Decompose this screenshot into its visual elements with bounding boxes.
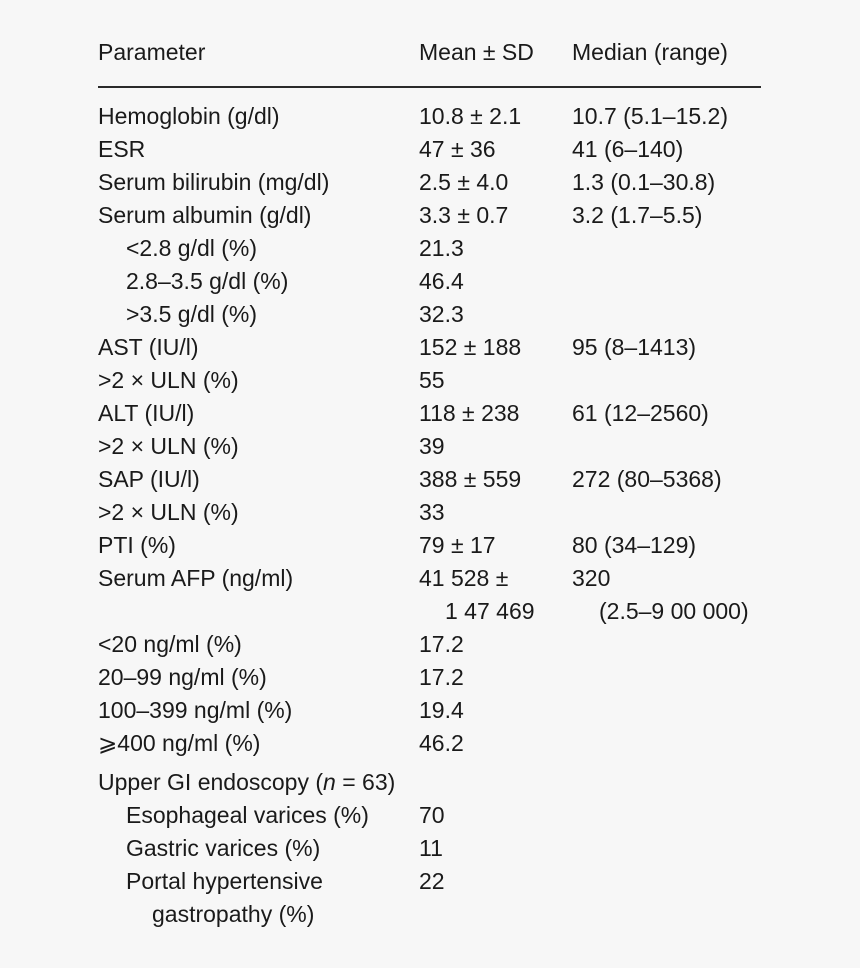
row-label: 20–99 ng/ml (%): [98, 664, 267, 690]
row-median-range: 1.3 (0.1–30.8): [572, 169, 716, 195]
row-median-range: 61 (12–2560): [572, 400, 709, 426]
table-row: [0, 331, 860, 363]
row-median-range: 320: [572, 565, 611, 591]
table-row: [0, 463, 860, 495]
endoscopy-title-prefix: Upper GI endoscopy (: [98, 769, 324, 795]
table-row: [0, 799, 860, 831]
row-mean-sd: 2.5 ± 4.0: [419, 169, 509, 195]
row-median-range: 3.2 (1.7–5.5): [572, 202, 703, 228]
row-mean-sd: 1 47 469: [445, 598, 535, 624]
table-row: [0, 133, 860, 165]
row-mean-sd: 47 ± 36: [419, 136, 496, 162]
table-row: [0, 832, 860, 864]
table-row: [0, 628, 860, 660]
row-label: >2 × ULN (%): [98, 367, 239, 393]
row-label: ⩾400 ng/ml (%): [98, 730, 261, 756]
table-row: [0, 529, 860, 561]
row-label: >2 × ULN (%): [98, 499, 239, 525]
table-row: [0, 199, 860, 231]
table-row: [0, 562, 860, 594]
endoscopy-title: [98, 766, 395, 798]
table-row: [0, 898, 860, 930]
row-mean-sd: 21.3: [419, 235, 464, 261]
row-mean-sd: 33: [419, 499, 445, 525]
row-label: >2 × ULN (%): [98, 433, 239, 459]
row-mean-sd: 118 ± 238: [419, 400, 520, 426]
row-label: >3.5 g/dl (%): [126, 301, 258, 327]
row-label: AST (IU/l): [98, 334, 199, 360]
row-label: Gastric varices (%): [126, 835, 321, 861]
row-label: Esophageal varices (%): [126, 802, 369, 828]
table-header: [0, 36, 860, 68]
table-row: [0, 298, 860, 330]
row-label: Serum bilirubin (mg/dl): [98, 169, 330, 195]
row-label: ESR: [98, 136, 146, 162]
row-label: ALT (IU/l): [98, 400, 195, 426]
row-label: 100–399 ng/ml (%): [98, 697, 293, 723]
row-label: PTI (%): [98, 532, 176, 558]
row-value: 22: [419, 868, 445, 894]
row-mean-sd: 41 528 ±: [419, 565, 509, 591]
header-median-range: Median (range): [572, 39, 728, 65]
table-row: [0, 364, 860, 396]
table-row: [0, 595, 860, 627]
endoscopy-title-row: [0, 766, 860, 798]
table-row: [0, 430, 860, 462]
table-row: [0, 865, 860, 897]
endoscopy-title-n: n: [323, 769, 336, 795]
row-mean-sd: 19.4: [419, 697, 464, 723]
row-value: 11: [419, 835, 443, 861]
row-mean-sd: 152 ± 188: [419, 334, 522, 360]
row-mean-sd: 17.2: [419, 631, 464, 657]
header-parameter: Parameter: [98, 39, 206, 65]
row-mean-sd: 3.3 ± 0.7: [419, 202, 509, 228]
row-mean-sd: 46.4: [419, 268, 464, 294]
row-mean-sd: 79 ± 17: [419, 532, 496, 558]
table-row: [0, 100, 860, 132]
row-mean-sd: 55: [419, 367, 445, 393]
row-mean-sd: 10.8 ± 2.1: [419, 103, 522, 129]
row-label: Hemoglobin (g/dl): [98, 103, 280, 129]
table-row: [0, 166, 860, 198]
table-row: [0, 232, 860, 264]
row-mean-sd: 32.3: [419, 301, 464, 327]
table-row: [0, 265, 860, 297]
table-row: [0, 661, 860, 693]
row-label-continuation: gastropathy (%): [152, 901, 315, 927]
row-label: <2.8 g/dl (%): [126, 235, 258, 261]
header-mean-sd: Mean ± SD: [419, 39, 534, 65]
table-row: [0, 397, 860, 429]
row-median-range: 80 (34–129): [572, 532, 697, 558]
row-label: SAP (IU/l): [98, 466, 200, 492]
row-value: 70: [419, 802, 445, 828]
header-rule: [98, 86, 761, 88]
row-mean-sd: 46.2: [419, 730, 464, 756]
row-label: 2.8–3.5 g/dl (%): [126, 268, 289, 294]
row-label: Serum albumin (g/dl): [98, 202, 312, 228]
row-label: <20 ng/ml (%): [98, 631, 242, 657]
table-row: [0, 727, 860, 759]
endoscopy-title-suffix: = 63): [335, 769, 396, 795]
row-median-range: 41 (6–140): [572, 136, 684, 162]
table-row: [0, 694, 860, 726]
row-mean-sd: 39: [419, 433, 445, 459]
row-label: Serum AFP (ng/ml): [98, 565, 294, 591]
row-median-range: 272 (80–5368): [572, 466, 722, 492]
table-row: [0, 496, 860, 528]
row-median-range: (2.5–9 00 000): [599, 598, 749, 624]
row-label: Portal hypertensive: [126, 868, 323, 894]
row-mean-sd: 17.2: [419, 664, 464, 690]
row-mean-sd: 388 ± 559: [419, 466, 522, 492]
row-median-range: 95 (8–1413): [572, 334, 697, 360]
row-median-range: 10.7 (5.1–15.2): [572, 103, 729, 129]
